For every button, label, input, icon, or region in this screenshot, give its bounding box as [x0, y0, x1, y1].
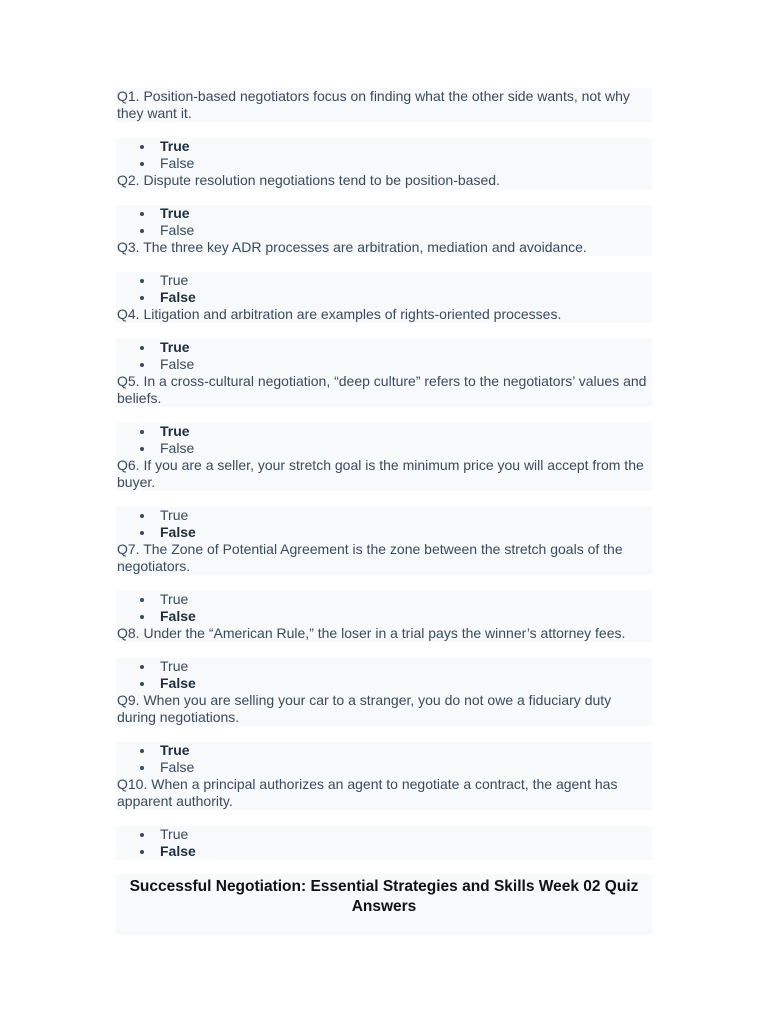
bullet-icon — [140, 514, 144, 518]
answer-option-label: False — [160, 675, 196, 691]
answer-option — [116, 658, 652, 675]
answer-option-label: False — [160, 356, 195, 372]
bullet-icon — [140, 531, 144, 535]
answer-option-label: True — [160, 205, 190, 221]
question-text: Q9. When you are selling your car to a stranger, you do not owe a fiduciary duty during negotiations. — [116, 692, 652, 726]
question-text: Q8. Under the “American Rule,” the loser in a trial pays the winner’s attorney fees. — [116, 625, 652, 642]
bullet-icon — [140, 665, 144, 669]
answer-option-label: True — [160, 272, 189, 288]
answer-option-label: True — [160, 507, 189, 523]
answer-option — [116, 759, 652, 776]
spacer — [116, 122, 652, 138]
answer-option-label: False — [160, 222, 195, 238]
bullet-icon — [140, 615, 144, 619]
question-text: Q3. The three key ADR processes are arbitration, mediation and avoidance. — [116, 239, 652, 256]
answer-options — [116, 658, 652, 692]
quiz-document — [116, 88, 652, 935]
answer-options — [116, 507, 652, 541]
question-text: Q5. In a cross-cultural negotiation, “deep culture” refers to the negotiators’ values and beliefs. — [116, 373, 652, 407]
spacer — [116, 726, 652, 742]
bullet-icon — [140, 296, 144, 300]
answer-option-correct — [116, 524, 652, 541]
bullet-icon — [140, 162, 144, 166]
answer-option-correct — [116, 205, 652, 222]
spacer — [116, 323, 652, 339]
question-text: Q10. When a principal authorizes an agent to negotiate a contract, the agent has apparent authority. — [116, 776, 652, 810]
spacer — [116, 491, 652, 507]
answer-options — [116, 205, 652, 239]
bullet-icon — [140, 833, 144, 837]
question-block — [116, 306, 652, 373]
answer-option-label: False — [160, 608, 196, 624]
bullet-icon — [140, 145, 144, 149]
answer-options — [116, 339, 652, 373]
answer-options — [116, 826, 652, 860]
answer-option-label: False — [160, 759, 195, 775]
question-text: Q2. Dispute resolution negotiations tend to be position-based. — [116, 172, 652, 189]
answer-option — [116, 440, 652, 457]
question-text: Q4. Litigation and arbitration are examples of rights-oriented processes. — [116, 306, 652, 323]
question-block — [116, 541, 652, 625]
question-text: Q1. Position-based negotiators focus on finding what the other side wants, not why they want it. — [116, 88, 652, 122]
answer-option — [116, 507, 652, 524]
question-block — [116, 172, 652, 239]
bullet-icon — [140, 749, 144, 753]
spacer — [116, 642, 652, 658]
answer-option-label: False — [160, 289, 196, 305]
answer-option-label: False — [160, 843, 196, 859]
spacer — [116, 575, 652, 591]
answer-option — [116, 155, 652, 172]
answer-option-correct — [116, 339, 652, 356]
bullet-icon — [140, 212, 144, 216]
answer-option-correct — [116, 608, 652, 625]
question-block — [116, 88, 652, 172]
question-block — [116, 457, 652, 541]
answer-options — [116, 272, 652, 306]
answer-option-correct — [116, 289, 652, 306]
question-block — [116, 625, 652, 692]
answer-option-label: True — [160, 423, 190, 439]
question-block — [116, 776, 652, 860]
question-block — [116, 373, 652, 457]
answer-option — [116, 356, 652, 373]
answer-option — [116, 591, 652, 608]
answer-option-correct — [116, 675, 652, 692]
answer-option — [116, 222, 652, 239]
answer-option-label: False — [160, 524, 196, 540]
bullet-icon — [140, 850, 144, 854]
spacer — [116, 407, 652, 423]
spacer — [116, 860, 652, 874]
bullet-icon — [140, 363, 144, 367]
answer-option-label: True — [160, 138, 190, 154]
answer-option-correct — [116, 138, 652, 155]
bullet-icon — [140, 279, 144, 283]
quiz-list — [116, 88, 652, 860]
answer-option-label: True — [160, 591, 189, 607]
answer-options — [116, 742, 652, 776]
spacer — [116, 256, 652, 272]
answer-option-label: True — [160, 742, 190, 758]
spacer — [116, 189, 652, 205]
answer-option — [116, 272, 652, 289]
question-text: Q7. The Zone of Potential Agreement is the zone between the stretch goals of the negotiators. — [116, 541, 652, 575]
document-title: Successful Negotiation: Essential Strategies and Skills Week 02 Quiz Answers — [129, 878, 639, 915]
question-block — [116, 692, 652, 776]
bullet-icon — [140, 682, 144, 686]
answer-option-label: True — [160, 658, 189, 674]
bullet-icon — [140, 766, 144, 770]
answer-option-label: False — [160, 155, 195, 171]
answer-options — [116, 423, 652, 457]
answer-option-correct — [116, 843, 652, 860]
answer-options — [116, 591, 652, 625]
answer-option-correct — [116, 742, 652, 759]
spacer — [116, 810, 652, 826]
answer-option-label: True — [160, 826, 189, 842]
answer-option-correct — [116, 423, 652, 440]
bullet-icon — [140, 229, 144, 233]
title-box — [116, 874, 652, 935]
question-text: Q6. If you are a seller, your stretch goal is the minimum price you will accept from the buyer. — [116, 457, 652, 491]
answer-option — [116, 826, 652, 843]
answer-option-label: True — [160, 339, 190, 355]
bullet-icon — [140, 598, 144, 602]
bullet-icon — [140, 346, 144, 350]
answer-options — [116, 138, 652, 172]
question-block — [116, 239, 652, 306]
bullet-icon — [140, 430, 144, 434]
answer-option-label: False — [160, 440, 195, 456]
bullet-icon — [140, 447, 144, 451]
